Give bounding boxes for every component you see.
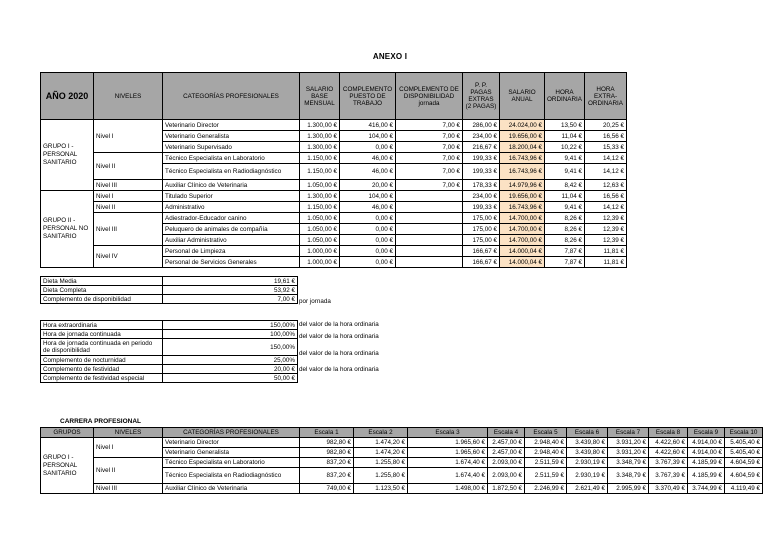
extra-cell: 16,56 € [585,191,627,202]
year-header: AÑO 2020 [41,73,94,120]
escala-cell: 4.604,59 € [725,458,763,468]
pagas-cell: 234,00 € [463,191,500,202]
extra-cell: 16,56 € [585,131,627,142]
level-cell: Nivel II [94,153,163,180]
escala-cell: 3.348,79 € [608,468,649,484]
ordinaria-cell: 8,42 € [545,180,585,191]
escala-cell: 3.439,80 € [567,448,608,458]
anual-cell: 16.743,96 € [500,153,545,164]
ordinaria-cell: 7,87 € [545,257,585,268]
hora-note: del valor de la hora ordinaria [299,366,379,373]
category-cell: Titulado Superior [163,191,300,202]
category-cell: Técnico Especialista en Laboratorio [163,153,300,164]
escala-cell: 2.995,99 € [608,484,649,494]
extra-cell: 14,12 € [585,153,627,164]
escala-cell: 4.119,49 € [725,484,763,494]
table-row [41,356,298,365]
table-row [41,202,627,213]
puesto-cell: 0,00 € [340,224,396,235]
anual-cell: 18.200,04 € [500,142,545,153]
level-cell: Nivel IV [94,246,163,268]
salary-table [40,72,627,268]
puesto-cell: 0,00 € [340,142,396,153]
pagas-extras-header: P. P. PAGAS EXTRAS (2 PAGAS) [463,73,500,120]
anual-cell: 19.656,00 € [500,191,545,202]
base-cell: 1.150,00 € [300,202,340,213]
disp-cell: 7,00 € [396,131,463,142]
hora-value: 150,00% [163,321,298,330]
carrera-header: Escala 5 [525,428,567,438]
base-cell: 1.300,00 € [300,142,340,153]
escala-cell: 3.931,20 € [608,438,649,448]
puesto-cell: 0,00 € [340,213,396,224]
hora-ordinaria-header: HORA ORDINARIA [545,73,585,120]
group-cell: GRUPO II - PERSONAL NO SANITARIO [41,191,94,268]
table-row [41,120,627,131]
puesto-cell: 104,00 € [340,191,396,202]
extra-cell: 12,39 € [585,213,627,224]
carrera-header: Escala 10 [725,428,763,438]
carrera-header: Escala 7 [608,428,649,438]
puesto-cell: 20,00 € [340,180,396,191]
group-cell: GRUPO I - PERSONAL SANITARIO [41,120,94,191]
escala-cell: 1.674,40 € [408,458,488,468]
escala-cell: 837,20 € [300,458,354,468]
dieta-label: Dieta Media [41,277,163,286]
escala-cell: 3.767,39 € [649,468,688,484]
escala-cell: 5.405,40 € [725,448,763,458]
pagas-cell: 286,00 € [463,120,500,131]
level-cell: Nivel III [94,484,163,494]
ordinaria-cell: 10,22 € [545,142,585,153]
level-cell: Nivel I [94,191,163,202]
table-row [41,484,763,494]
extra-cell: 20,25 € [585,120,627,131]
category-cell: Veterinario Supervisado [163,142,300,153]
level-cell: Nivel I [94,438,163,458]
escala-cell: 4.914,00 € [688,448,725,458]
escala-cell: 4.914,00 € [688,438,725,448]
puesto-cell: 46,00 € [340,153,396,164]
level-cell: Nivel III [94,180,163,191]
ordinaria-cell: 11,04 € [545,191,585,202]
extra-cell: 11,81 € [585,246,627,257]
hora-note: del valor de la hora ordinaria [299,333,379,340]
hora-value: 50,00 € [163,374,298,383]
category-cell: Veterinario Director [163,438,300,448]
table-row [41,277,298,286]
ordinaria-cell: 11,04 € [545,131,585,142]
ordinaria-cell: 8,26 € [545,224,585,235]
dietas-table [40,276,298,304]
complemento-puesto-header: COMPLEMENTO PUESTO DE TRABAJO [340,73,396,120]
anual-cell: 16.743,96 € [500,164,545,180]
escala-cell: 3.370,49 € [649,484,688,494]
extra-cell: 12,39 € [585,235,627,246]
puesto-cell: 104,00 € [340,131,396,142]
carrera-header: Escala 9 [688,428,725,438]
table-row [41,295,298,304]
carrera-header: Escala 2 [354,428,408,438]
escala-cell: 2.093,00 € [488,468,525,484]
escala-cell: 2.930,19 € [567,468,608,484]
disp-cell [396,235,463,246]
complemento-disponibilidad-header: COMPLEMENTO DE DISPONIBILIDAD jornada [396,73,463,120]
escala-cell: 4.185,99 € [688,468,725,484]
base-cell: 1.150,00 € [300,164,340,180]
pagas-cell: 178,33 € [463,180,500,191]
disp-cell: 7,00 € [396,180,463,191]
carrera-title: CARRERA PROFESIONAL [60,418,142,425]
hora-value: 20,00 € [163,365,298,374]
pagas-cell: 234,00 € [463,131,500,142]
dieta-value: 19,61 € [163,277,298,286]
escala-cell: 1.123,50 € [354,484,408,494]
ordinaria-cell: 7,87 € [545,246,585,257]
category-cell: Técnico Especialista en Radiodiagnóstico [163,468,300,484]
base-cell: 1.300,00 € [300,131,340,142]
hora-label: Hora extraordinaria [41,321,163,330]
disp-cell: 7,00 € [396,120,463,131]
hora-value: 100,00% [163,330,298,339]
disp-cell: 7,00 € [396,142,463,153]
anual-cell: 16.743,96 € [500,202,545,213]
puesto-cell: 46,00 € [340,202,396,213]
table-row [41,365,298,374]
anual-cell: 14.979,96 € [500,180,545,191]
anual-cell: 19.656,00 € [500,131,545,142]
escala-cell: 2.093,00 € [488,458,525,468]
escala-cell: 3.767,39 € [649,458,688,468]
base-cell: 1.050,00 € [300,224,340,235]
escala-cell: 2.457,00 € [488,438,525,448]
ordinaria-cell: 8,26 € [545,213,585,224]
escala-cell: 2.948,40 € [525,448,567,458]
base-cell: 1.300,00 € [300,120,340,131]
escala-cell: 4.604,59 € [725,468,763,484]
hora-label: Complemento de festividad [41,365,163,374]
pagas-cell: 199,33 € [463,202,500,213]
pagas-cell: 175,00 € [463,213,500,224]
extra-cell: 11,81 € [585,257,627,268]
hora-label: Hora de jornada continuada [41,330,163,339]
carrera-header: CATEGORÍAS PROFESIONALES [163,428,300,438]
table-row [41,458,763,468]
extra-cell: 14,12 € [585,202,627,213]
hora-value: 25,00% [163,356,298,365]
disp-cell [396,213,463,224]
page-title: ANEXO I [372,52,408,61]
disp-cell [396,257,463,268]
escala-cell: 2.948,40 € [525,438,567,448]
dieta-value: 7,00 € [163,295,298,304]
puesto-cell: 416,00 € [340,120,396,131]
pagas-cell: 175,00 € [463,224,500,235]
hora-label: Complemento de festividad especial [41,374,163,383]
category-cell: Veterinario Director [163,120,300,131]
table-row [41,321,298,330]
escala-cell: 2.511,59 € [525,458,567,468]
pagas-cell: 175,00 € [463,235,500,246]
disp-cell: 7,00 € [396,164,463,180]
carrera-header: GRUPOS [41,428,94,438]
escala-cell: 982,80 € [300,438,354,448]
escala-cell: 1.255,80 € [354,468,408,484]
escala-cell: 3.931,20 € [608,448,649,458]
table-row [41,180,627,191]
category-cell: Peluquero de animales de compañía [163,224,300,235]
level-cell: Nivel II [94,458,163,484]
pagas-cell: 216,67 € [463,142,500,153]
escala-cell: 2.930,19 € [567,458,608,468]
base-cell: 1.050,00 € [300,213,340,224]
escala-cell: 1.872,50 € [488,484,525,494]
category-cell: Administrativo [163,202,300,213]
anual-cell: 14.000,04 € [500,246,545,257]
escala-cell: 5.405,40 € [725,438,763,448]
table-row [41,213,627,224]
extra-cell: 15,33 € [585,142,627,153]
carrera-header: Escala 1 [300,428,354,438]
table-row [41,330,298,339]
hora-extraordinaria-header: HORA EXTRA-ORDINARIA [585,73,627,120]
category-cell: Auxiliar Administrativo [163,235,300,246]
disp-cell [396,202,463,213]
level-cell: Nivel III [94,213,163,246]
base-cell: 1.300,00 € [300,191,340,202]
category-cell: Veterinario Generalista [163,131,300,142]
horas-table [40,320,298,383]
disp-cell [396,191,463,202]
category-cell: Auxiliar Clínico de Veterinaria [163,180,300,191]
ordinaria-cell: 8,26 € [545,235,585,246]
extra-cell: 12,63 € [585,180,627,191]
carrera-header: NIVELES [94,428,163,438]
escala-cell: 749,00 € [300,484,354,494]
ordinaria-cell: 9,41 € [545,202,585,213]
escala-cell: 2.511,59 € [525,468,567,484]
dieta-label: Complemento de disponibilidad [41,295,163,304]
dieta-value: 53,92 € [163,286,298,295]
hora-label: Hora de jornada continuada en periodo de disponibilidad [41,339,163,356]
group-cell: GRUPO I - PERSONAL SANITARIO [41,438,94,494]
escala-cell: 2.457,00 € [488,448,525,458]
escala-cell: 2.246,99 € [525,484,567,494]
ordinaria-cell: 9,41 € [545,164,585,180]
level-cell: Nivel II [94,202,163,213]
table-row [41,153,627,164]
escala-cell: 1.674,40 € [408,468,488,484]
category-cell: Técnico Especialista en Laboratorio [163,458,300,468]
table-row [41,438,763,448]
ordinaria-cell: 13,50 € [545,120,585,131]
escala-cell: 2.621,49 € [567,484,608,494]
base-cell: 1.050,00 € [300,180,340,191]
hora-note: del valor de la hora ordinaria [299,321,379,328]
escala-cell: 3.348,79 € [608,458,649,468]
categorias-header: CATEGORÍAS PROFESIONALES [163,73,300,120]
base-cell: 1.000,00 € [300,257,340,268]
carrera-header: Escala 4 [488,428,525,438]
escala-cell: 1.965,60 € [408,438,488,448]
category-cell: Auxiliar Clínico de Veterinaria [163,484,300,494]
level-cell: Nivel I [94,120,163,153]
escala-cell: 1.474,20 € [354,448,408,458]
pagas-cell: 199,33 € [463,153,500,164]
dieta-note: por jornada [299,298,331,305]
puesto-cell: 0,00 € [340,257,396,268]
escala-cell: 3.439,80 € [567,438,608,448]
extra-cell: 14,12 € [585,164,627,180]
escala-cell: 4.185,99 € [688,458,725,468]
anual-cell: 24.024,00 € [500,120,545,131]
escala-cell: 4.422,60 € [649,448,688,458]
carrera-table [40,427,763,494]
salario-anual-header: SALARIO ANUAL [500,73,545,120]
escala-cell: 1.474,20 € [354,438,408,448]
puesto-cell: 46,00 € [340,164,396,180]
escala-cell: 982,80 € [300,448,354,458]
escala-cell: 1.965,60 € [408,448,488,458]
carrera-header: Escala 8 [649,428,688,438]
puesto-cell: 0,00 € [340,246,396,257]
table-row [41,246,627,257]
pagas-cell: 199,33 € [463,164,500,180]
hora-value: 150,00% [163,339,298,356]
pagas-cell: 166,67 € [463,246,500,257]
table-row [41,339,298,356]
escala-cell: 3.744,99 € [688,484,725,494]
table-row [41,191,627,202]
hora-note: del valor de la hora ordinaria [299,350,379,357]
niveles-header: NIVELES [94,73,163,120]
dieta-label: Dieta Completa [41,286,163,295]
anual-cell: 14.700,00 € [500,235,545,246]
anual-cell: 14.700,00 € [500,224,545,235]
category-cell: Adiestrador-Educador canino [163,213,300,224]
base-cell: 1.000,00 € [300,246,340,257]
carrera-header: Escala 6 [567,428,608,438]
disp-cell [396,224,463,235]
pagas-cell: 166,67 € [463,257,500,268]
hora-label: Complemento de nocturnidad [41,356,163,365]
base-cell: 1.050,00 € [300,235,340,246]
ordinaria-cell: 9,41 € [545,153,585,164]
escala-cell: 837,20 € [300,468,354,484]
escala-cell: 4.422,60 € [649,438,688,448]
table-row [41,374,298,383]
puesto-cell: 0,00 € [340,235,396,246]
disp-cell [396,246,463,257]
category-cell: Técnico Especialista en Radiodiagnóstico [163,164,300,180]
category-cell: Personal de Servicios Generales [163,257,300,268]
anual-cell: 14.700,00 € [500,213,545,224]
disp-cell: 7,00 € [396,153,463,164]
extra-cell: 12,39 € [585,224,627,235]
salario-base-header: SALARIO BASE MENSUAL [300,73,340,120]
category-cell: Personal de Limpieza [163,246,300,257]
escala-cell: 1.255,80 € [354,458,408,468]
carrera-header: Escala 3 [408,428,488,438]
base-cell: 1.150,00 € [300,153,340,164]
category-cell: Veterinario Generalista [163,448,300,458]
anual-cell: 14.000,04 € [500,257,545,268]
table-row [41,286,298,295]
escala-cell: 1.498,00 € [408,484,488,494]
